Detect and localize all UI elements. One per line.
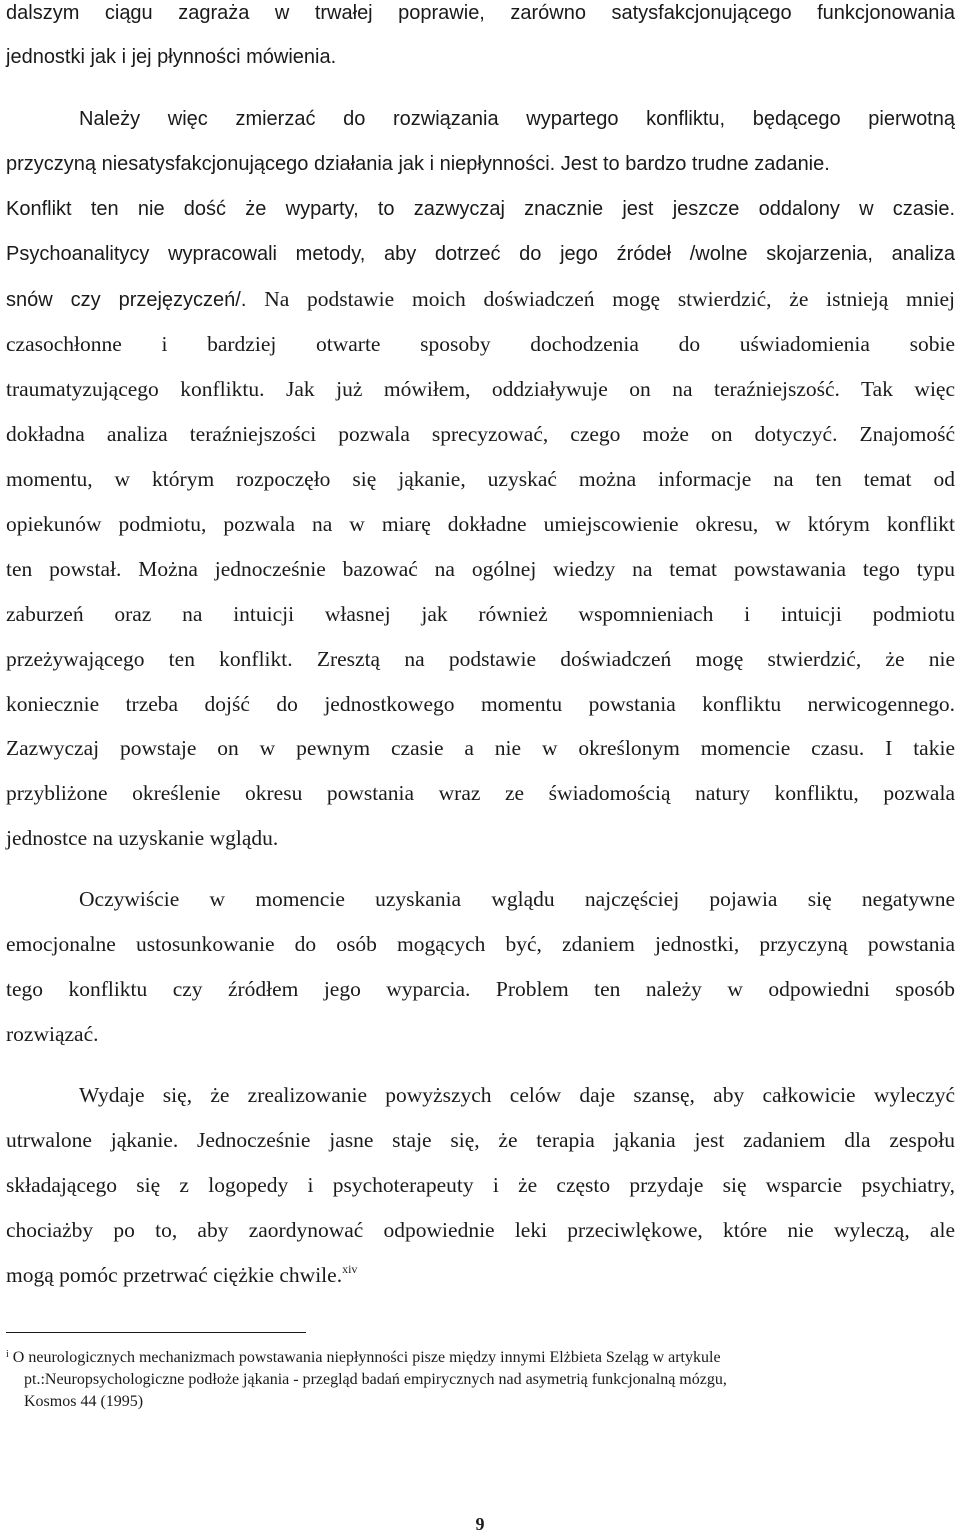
- paragraph-start-line: Oczywiście w momencie uzyskania wglądu najczęściej pojawia się negatywne: [79, 887, 955, 911]
- text-span: snów czy przejęzyczeń/.: [6, 289, 247, 311]
- text-line: opiekunów podmiotu, pozwala na w miarę dokładne umiejscowienie okresu, w którym konflikt: [6, 512, 955, 536]
- footnote-separator: [6, 1332, 306, 1333]
- text-line: składającego się z logopedy i psychoterapeuty i że często przydaje się wsparcie psychiatry,: [6, 1173, 955, 1197]
- footnote-line: pt.:Neuropsychologiczne podłoże jąkania - przegląd badań empirycznych nad asymetrią funkcjonalną mózgu,: [24, 1371, 727, 1388]
- footnote-line: [6, 1348, 721, 1368]
- text-span: mogą pomóc przetrwać ciężkie chwile.: [6, 1263, 343, 1287]
- text-line: [6, 376, 955, 402]
- text-line: koniecznie trzeba dojść do jednostkowego momentu powstania konfliktu nerwicogennego.: [6, 692, 955, 716]
- text-line: Zazwyczaj powstaje on w pewnym czasie a nie w określonym momencie czasu. I takie: [6, 736, 955, 760]
- text-line: zaburzeń oraz na intuicji własnej jak również wspomnieniach i intuicji podmiotu: [6, 602, 955, 626]
- text-line: tego konfliktu czy źródłem jego wyparcia. Problem ten należy w odpowiedni sposób: [6, 977, 955, 1001]
- text-line: jednostki jak i jej płynności mówienia.: [6, 46, 337, 68]
- footnote-marker: i: [6, 1349, 9, 1360]
- text-line: przeżywającego ten konflikt. Zresztą na podstawie doświadczeń mogę stwierdzić, że nie: [6, 647, 955, 671]
- footnote-text: O neurologicznych mechanizmach powstawania niepłynności pisze między innymi Elżbieta Szeląg w artykule: [8, 1349, 721, 1366]
- text-line: dalszym ciągu zagraża w trwałej poprawie, zarówno satysfakcjonującego funkcjonowania: [6, 2, 955, 24]
- paragraph-start-line: Wydaje się, że zrealizowanie powyższych celów daje szansę, aby całkowicie wyleczyć: [79, 1083, 955, 1107]
- text-line: rozwiązać.: [6, 1022, 99, 1046]
- text-line: jednostce na uzyskanie wglądu.: [6, 826, 279, 850]
- text-line: emocjonalne ustosunkowanie do osób mogących być, zdaniem jednostki, przyczyną powstania: [6, 932, 955, 956]
- text-line: ten powstał. Można jednocześnie bazować na ogólnej wiedzy na temat powstawania tego typu: [6, 557, 955, 581]
- paragraph-start-line: Należy więc zmierzać do rozwiązania wypartego konfliktu, będącego pierwotną: [79, 108, 955, 130]
- text-span: Jak już mówiłem, oddziaływuje on na teraźniejszość. Tak więc: [264, 377, 956, 401]
- text-line: [6, 1262, 955, 1288]
- text-line: chociażby po to, aby zaordynować odpowiednie leki przeciwlękowe, które nie wyleczą, ale: [6, 1218, 955, 1242]
- text-span: traumatyzującego konfliktu.: [6, 377, 265, 401]
- footnote-line: Kosmos 44 (1995): [24, 1393, 144, 1410]
- text-line: przyczyną niesatysfakcjonującego działania jak i niepłynności. Jest to bardzo trudne zadanie.: [6, 153, 830, 175]
- text-line: [6, 286, 955, 313]
- text-line: Konflikt ten nie dość że wyparty, to zazwyczaj znacznie jest jeszcze oddalony w czasie.: [6, 198, 955, 220]
- text-line: czasochłonne i bardziej otwarte sposoby dochodzenia do uświadomienia sobie: [6, 332, 955, 356]
- text-line: przybliżone określenie okresu powstania wraz ze świadomością natury konfliktu, pozwala: [6, 781, 955, 805]
- endnote-reference[interactable]: xiv: [342, 1262, 358, 1276]
- text-line: momentu, w którym rozpoczęło się jąkanie, uzyskać można informacje na ten temat od: [6, 467, 955, 491]
- text-line: utrwalone jąkanie. Jednocześnie jasne staje się, że terapia jąkania jest zadaniem dla zespołu: [6, 1128, 955, 1152]
- text-line: dokładna analiza teraźniejszości pozwala sprecyzować, czego może on dotyczyć. Znajomość: [6, 422, 955, 446]
- text-line: Psychoanalitycy wypracowali metody, aby dotrzeć do jego źródeł /wolne skojarzenia, analiza: [6, 243, 955, 265]
- page-number: 9: [475, 1514, 485, 1534]
- text-span: Na podstawie moich doświadczeń mogę stwierdzić, że istnieją mniej: [246, 287, 955, 311]
